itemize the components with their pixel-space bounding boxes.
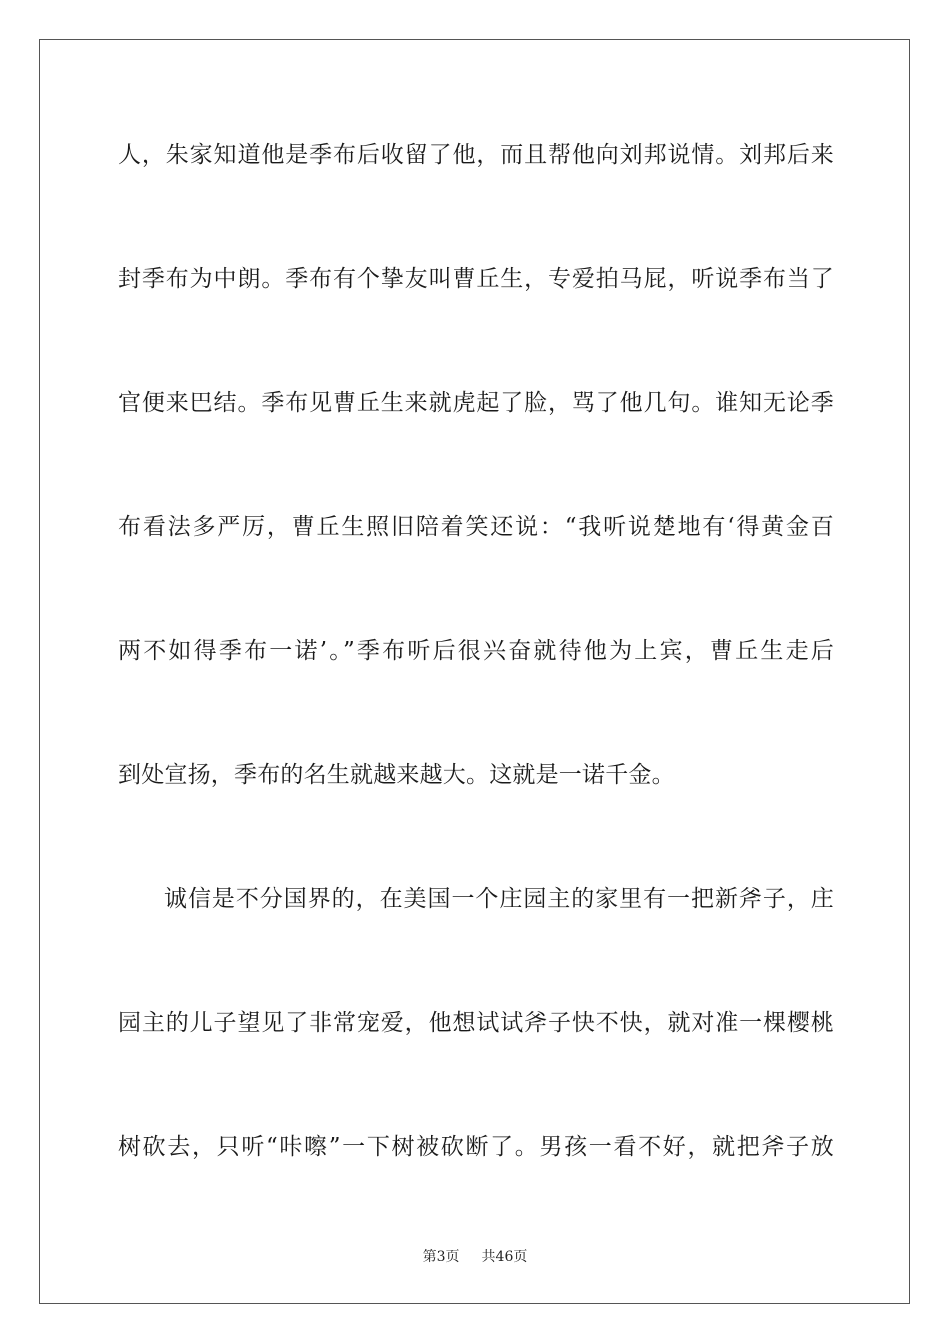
paragraph-line: 两不如得季布一诺’。”季布听后很兴奋就待他为上宾，曹丘生走后 — [118, 638, 834, 664]
paragraph-line: 布看法多严厉，曹丘生照旧陪着笑还说：“我听说楚地有‘得黄金百 — [118, 514, 834, 540]
page-border — [39, 39, 910, 1304]
paragraph-line: 诚信是不分国界的，在美国一个庄园主的家里有一把新斧子，庄 — [164, 886, 834, 912]
page-number: 第3页 — [422, 1249, 460, 1265]
paragraph-line: 封季布为中朗。季布有个挚友叫曹丘生，专爱拍马屁，听说季布当了 — [118, 266, 834, 292]
paragraph-line: 到处宣扬，季布的名生就越来越大。这就是一诺千金。 — [118, 762, 675, 788]
paragraph-line: 官便来巴结。季布见曹丘生来就虎起了脸，骂了他几句。谁知无论季 — [118, 390, 834, 416]
paragraph-line: 人，朱家知道他是季布后收留了他，而且帮他向刘邦说情。刘邦后来 — [118, 142, 834, 168]
page-total: 共46页 — [481, 1249, 528, 1265]
page-footer — [0, 1248, 950, 1266]
paragraph-line: 树砍去，只听“咔嚓”一下树被砍断了。男孩一看不好，就把斧子放 — [118, 1134, 834, 1160]
paragraph-line: 园主的儿子望见了非常宠爱，他想试试斧子快不快，就对准一棵樱桃 — [118, 1010, 834, 1036]
